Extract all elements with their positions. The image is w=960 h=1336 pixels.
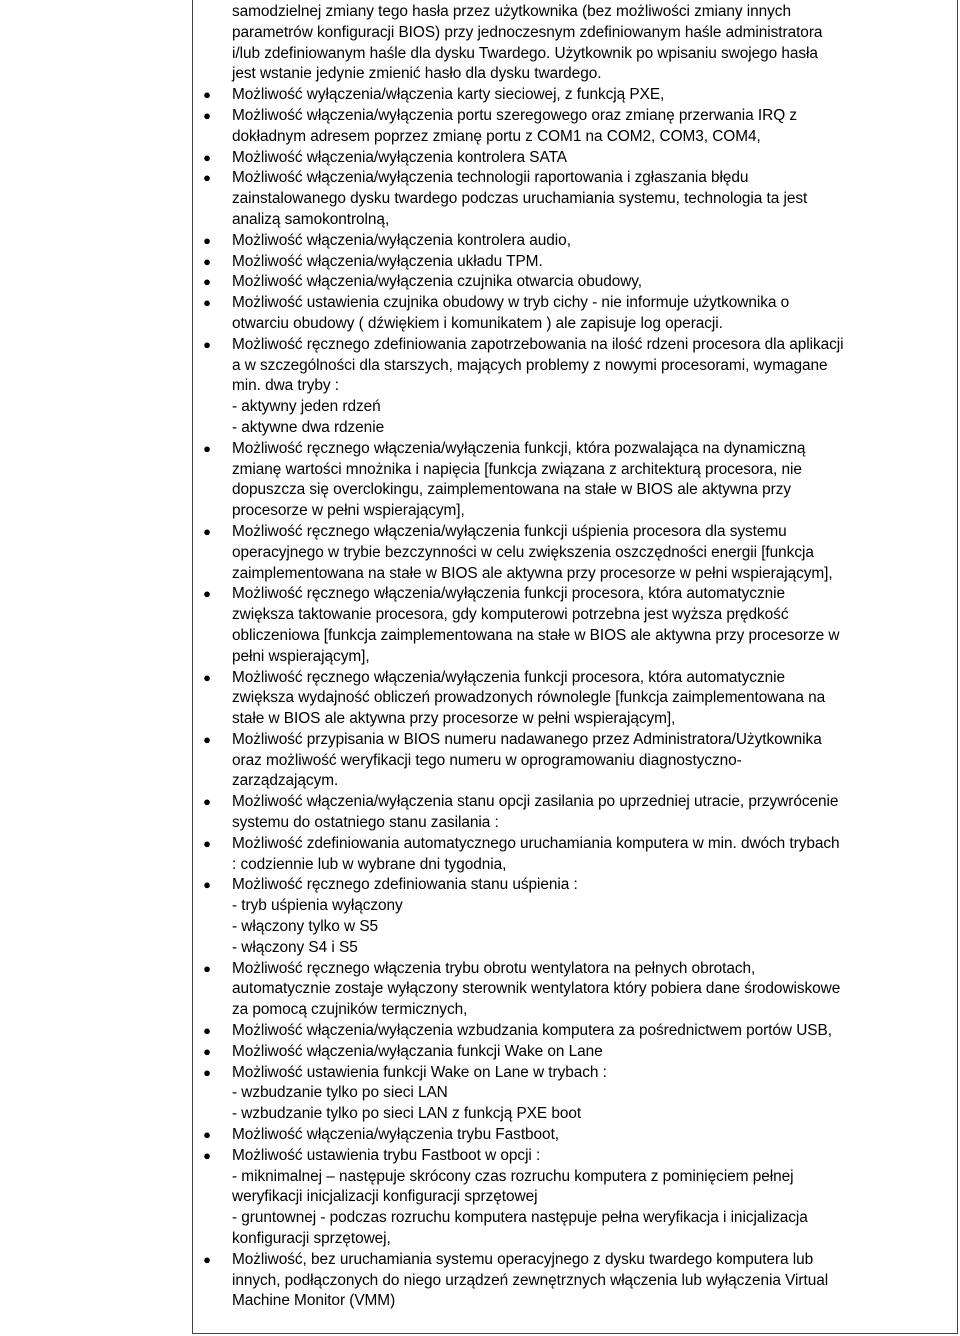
bullet-icon: ● bbox=[203, 669, 211, 685]
bullet-icon: ● bbox=[203, 336, 211, 352]
list-item-line: Możliwość ustawienia funkcji Wake on Lane w trybach : bbox=[232, 1063, 607, 1081]
bullet-icon: ● bbox=[203, 295, 211, 311]
list-item bbox=[203, 231, 950, 252]
list-item bbox=[203, 1021, 950, 1042]
list-item bbox=[203, 272, 950, 293]
list-item bbox=[203, 792, 950, 834]
list-item-line: Możliwość ręcznego włączenia/wyłączenia funkcji uśpienia procesora dla systemu bbox=[232, 522, 787, 540]
list-item bbox=[203, 439, 950, 522]
list-item-line: Możliwość włączenia/wyłączenia kontrolera SATA bbox=[232, 148, 567, 166]
list-item-line: - włączony tylko w S5 bbox=[232, 918, 379, 936]
list-item-line: Możliwość włączenia/wyłączenia wzbudzania komputera za pośrednictwem portów USB, bbox=[232, 1022, 832, 1040]
bullet-icon: ● bbox=[203, 253, 211, 269]
intro-line: parametrów konfiguracji BIOS) przy jednoczesnym zdefiniowanym haśle administratora bbox=[232, 23, 823, 41]
list-item-line: Możliwość włączenia/wyłączenia układu TPM. bbox=[232, 252, 543, 270]
list-item-line: - miknimalnej – następuje skrócony czas rozruchu komputera z pominięciem pełnej bbox=[232, 1167, 794, 1185]
list-item bbox=[203, 293, 950, 335]
list-item bbox=[203, 1042, 950, 1063]
list-item-line: Możliwość włączenia/wyłączenia stanu opcji zasilania po uprzedniej utracie, przywrócenie bbox=[232, 793, 839, 811]
intro-line: jest wstanie jedynie zmienić hasło dla dysku twardego. bbox=[232, 65, 602, 83]
list-item-line: konfiguracji sprzętowej, bbox=[232, 1230, 391, 1248]
list-item bbox=[203, 106, 950, 148]
list-item-line: Możliwość przypisania w BIOS numeru nadawanego przez Administratora/Użytkownika bbox=[232, 730, 822, 748]
list-item bbox=[203, 730, 950, 792]
list-item-line: automatycznie zostaje wyłączony sterownik wentylatora który pobiera dane środowiskowe bbox=[232, 980, 841, 998]
list-item-line: min. dwa tryby : bbox=[232, 377, 339, 395]
list-item-line: dokładnym adresem poprzez zmianę portu z COM1 na COM2, COM3, COM4, bbox=[232, 127, 761, 145]
list-item bbox=[203, 252, 950, 273]
list-item bbox=[203, 584, 950, 667]
list-item-line: Możliwość ustawienia czujnika obudowy w tryb cichy - nie informuje użytkownika o bbox=[232, 294, 790, 312]
list-item-line: zainstalowanego dysku twardego podczas uruchamiania systemu, technologia ta jest bbox=[232, 190, 808, 208]
bullet-icon: ● bbox=[203, 1127, 211, 1143]
bullet-icon: ● bbox=[203, 1147, 211, 1163]
intro-line: samodzielnej zmiany tego hasła przez użytkownika (bez możliwości zmiany innych bbox=[232, 3, 791, 20]
bullet-icon: ● bbox=[203, 1064, 211, 1080]
bullet-icon: ● bbox=[203, 274, 211, 290]
list-item-line: Możliwość włączenia/wyłączania funkcji Wake on Lane bbox=[232, 1042, 603, 1060]
bios-feature-list bbox=[203, 85, 950, 1312]
list-item-line: Możliwość ręcznego włączenia/wyłączenia funkcji procesora, która automatycznie bbox=[232, 585, 785, 603]
list-item-line: weryfikacji inicjalizacji konfiguracji sprzętowej bbox=[232, 1188, 538, 1206]
intro-line: i/lub zdefiniowanym haśle dla dysku Twardego. Użytkownik po wpisaniu swojego hasła bbox=[232, 44, 818, 62]
bullet-icon: ● bbox=[203, 731, 211, 747]
bullet-icon: ● bbox=[203, 960, 211, 976]
list-item bbox=[203, 1063, 950, 1125]
list-item-line: Możliwość włączenia/wyłączenia technologii raportowania i zgłaszania błędu bbox=[232, 169, 749, 187]
bullet-icon: ● bbox=[203, 232, 211, 248]
list-item bbox=[203, 85, 950, 106]
list-item-line: Możliwość ręcznego włączenia trybu obrotu wentylatora na pełnych obrotach, bbox=[232, 959, 756, 977]
bullet-icon: ● bbox=[203, 1043, 211, 1059]
list-item-line: Możliwość włączenia/wyłączenia portu szeregowego oraz zmianę przerwania IRQ z bbox=[232, 106, 797, 124]
list-item-line: dopuszcza się overclokingu, zaimplementowana na stałe w BIOS ale aktywna przy bbox=[232, 481, 792, 499]
list-item bbox=[203, 834, 950, 876]
list-item-line: obliczeniowa [funkcja zaimplementowana na stałe w BIOS ale aktywna przy procesorze w bbox=[232, 626, 840, 644]
list-item-line: zarządzającym. bbox=[232, 772, 339, 790]
list-item-line: - wzbudzanie tylko po sieci LAN z funkcją PXE boot bbox=[232, 1105, 582, 1123]
list-item-line: Możliwość ręcznego zdefiniowania stanu uśpienia : bbox=[232, 876, 578, 894]
list-item-line: Możliwość ręcznego zdefiniowania zapotrzebowania na ilość rdzeni procesora dla aplikacji bbox=[232, 335, 844, 353]
list-item-line: Możliwość włączenia/wyłączenia czujnika otwarcia obudowy, bbox=[232, 273, 643, 291]
list-item-line: za pomocą czujników termicznych, bbox=[232, 1001, 468, 1019]
bullet-icon: ● bbox=[203, 1023, 211, 1039]
list-item-line: Możliwość wyłączenia/włączenia karty sieciowej, z funkcją PXE, bbox=[232, 86, 665, 104]
list-item-line: zaimplementowana na stałe w BIOS ale aktywna przy procesorze w pełni wspierającym], bbox=[232, 564, 833, 582]
list-item-line: Możliwość ręcznego włączenia/wyłączenia funkcji, która pozwalająca na dynamiczną bbox=[232, 439, 806, 457]
list-item-line: Możliwość zdefiniowania automatycznego uruchamiania komputera w min. dwóch trybach bbox=[232, 834, 840, 852]
list-item-line: Machine Monitor (VMM) bbox=[232, 1292, 396, 1310]
bullet-icon: ● bbox=[203, 1251, 211, 1267]
spec-text-block bbox=[203, 2, 950, 1312]
list-item-line: Możliwość ustawienia trybu Fastboot w opcji : bbox=[232, 1146, 541, 1164]
list-item-line: stałe w BIOS ale aktywna przy procesorze w pełni wspierającym], bbox=[232, 710, 676, 728]
bullet-icon: ● bbox=[203, 794, 211, 810]
list-item-line: otwarciu obudowy ( dźwiękiem i komunikatem ) ale zapisuje log operacji. bbox=[232, 314, 723, 332]
list-item-line: - gruntownej - podczas rozruchu komputera następuje pełna weryfikacja i inicjalizacja bbox=[232, 1209, 808, 1227]
list-item-line: systemu do ostatniego stanu zasilania : bbox=[232, 814, 499, 832]
bullet-icon: ● bbox=[203, 523, 211, 539]
list-item bbox=[203, 522, 950, 584]
list-item-line: - wzbudzanie tylko po sieci LAN bbox=[232, 1084, 448, 1102]
list-item-line: - włączony S4 i S5 bbox=[232, 938, 358, 956]
list-item bbox=[203, 1125, 950, 1146]
bullet-icon: ● bbox=[203, 877, 211, 893]
bullet-icon: ● bbox=[203, 440, 211, 456]
bullet-icon: ● bbox=[203, 586, 211, 602]
list-item-line: - aktywne dwa rdzenie bbox=[232, 418, 385, 436]
list-item-line: pełni wspierającym], bbox=[232, 647, 370, 665]
list-item-line: Możliwość włączenia/wyłączenia trybu Fastboot, bbox=[232, 1126, 560, 1144]
list-item bbox=[203, 1250, 950, 1312]
bullet-icon: ● bbox=[203, 170, 211, 186]
list-item-line: Możliwość włączenia/wyłączenia kontrolera audio, bbox=[232, 231, 571, 249]
list-item-line: zwiększa wydajność obliczeń prowadzonych równolegle [funkcja zaimplementowana na bbox=[232, 689, 826, 707]
list-item-line: procesorze w pełni wspierającym], bbox=[232, 502, 465, 520]
list-item-line: : codziennie lub w wybrane dni tygodnia, bbox=[232, 855, 507, 873]
bullet-icon: ● bbox=[203, 835, 211, 851]
list-item bbox=[203, 335, 950, 439]
intro-paragraph bbox=[232, 2, 950, 85]
list-item-line: oraz możliwość weryfikacji tego numeru w oprogramowaniu diagnostyczno- bbox=[232, 751, 742, 769]
list-item-line: - aktywny jeden rdzeń bbox=[232, 398, 381, 416]
list-item bbox=[203, 148, 950, 169]
list-item-line: a w szczególności dla starszych, mających problemy z nowymi procesorami, wymagane bbox=[232, 356, 828, 374]
bullet-icon: ● bbox=[203, 149, 211, 165]
list-item bbox=[203, 668, 950, 730]
list-item bbox=[203, 168, 950, 230]
list-item-line: Możliwość ręcznego włączenia/wyłączenia funkcji procesora, która automatycznie bbox=[232, 668, 785, 686]
list-item-line: innych, podłączonych do niego urządzeń zewnętrznych włączenia lub wyłączenia Virtual bbox=[232, 1271, 829, 1289]
bullet-icon: ● bbox=[203, 87, 211, 103]
list-item-line: analizą samokontrolną, bbox=[232, 210, 390, 228]
list-item-line: operacyjnego w trybie bezczynności w celu zwiększenia oszczędności energii [funkcja bbox=[232, 543, 814, 561]
bullet-icon: ● bbox=[203, 107, 211, 123]
list-item bbox=[203, 875, 950, 958]
list-item-line: zmianę wartości mnożnika i napięcia [funkcja związana z architekturą procesora, nie bbox=[232, 460, 802, 478]
list-item bbox=[203, 1146, 950, 1250]
list-item-line: Możliwość, bez uruchamiania systemu operacyjnego z dysku twardego komputera lub bbox=[232, 1250, 814, 1268]
list-item bbox=[203, 959, 950, 1021]
list-item-line: zwiększa taktowanie procesora, gdy komputerowi potrzebna jest wyższa prędkość bbox=[232, 606, 789, 624]
list-item-line: - tryb uśpienia wyłączony bbox=[232, 897, 403, 915]
